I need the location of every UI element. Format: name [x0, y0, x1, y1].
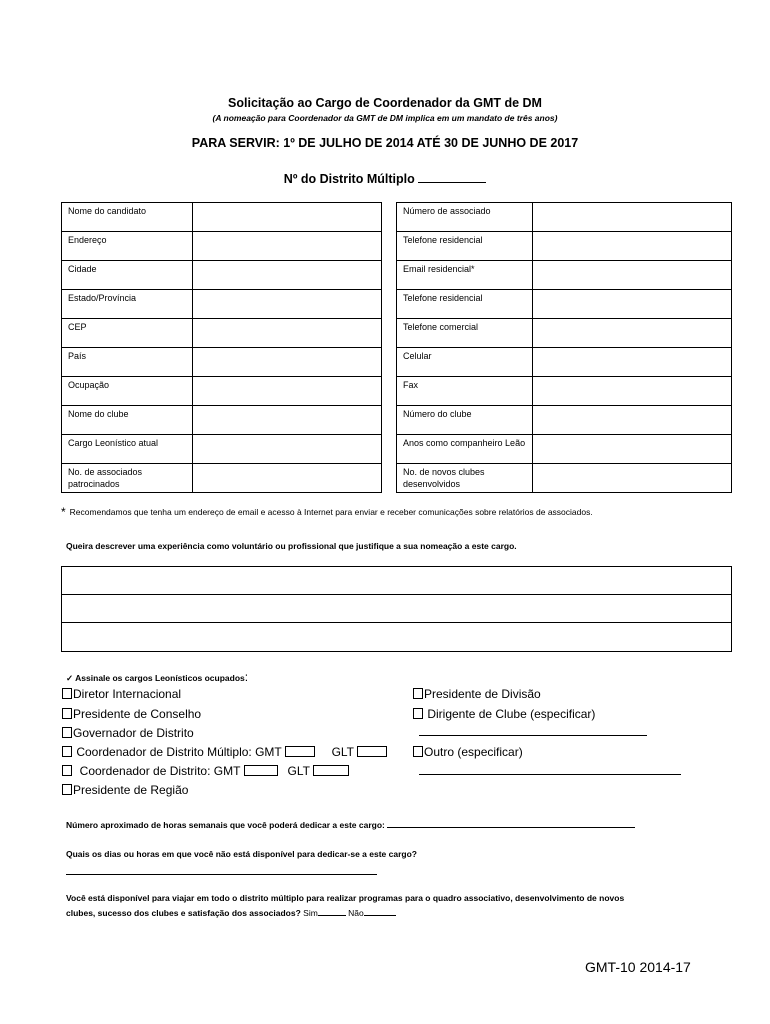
candidate-field-label: No. de associados patrocinados	[62, 464, 193, 493]
contact-field-value-cell[interactable]	[533, 348, 732, 377]
contact-field-value-cell[interactable]	[533, 232, 732, 261]
candidate-field-row	[62, 435, 382, 464]
experience-line-3[interactable]	[62, 623, 731, 651]
office-other: Outro (especificar)	[413, 745, 523, 759]
md-gmt-box[interactable]	[285, 746, 315, 757]
contact-field-label: Telefone comercial	[397, 319, 533, 348]
contact-field-value-cell[interactable]	[533, 261, 732, 290]
candidate-field-value-cell[interactable]	[193, 319, 382, 348]
contact-field-row	[397, 348, 732, 377]
contact-field-label: Telefone residencial	[397, 290, 533, 319]
contact-field-row	[397, 435, 732, 464]
contact-field-label: Email residencial*	[397, 261, 533, 290]
candidate-field-label: País	[62, 348, 193, 377]
travel-no-field[interactable]	[364, 907, 396, 916]
contact-field-label: Fax	[397, 377, 533, 406]
candidate-field-row	[62, 319, 382, 348]
form-code: GMT-10 2014-17	[585, 959, 691, 975]
contact-field-label: Telefone residencial	[397, 232, 533, 261]
other-specify-line[interactable]	[419, 774, 681, 775]
unavailable-field[interactable]	[66, 874, 377, 875]
contact-field-row	[397, 406, 732, 435]
travel-yes-field[interactable]	[318, 907, 346, 916]
experience-line-1[interactable]	[62, 567, 731, 595]
candidate-field-label: Cidade	[62, 261, 193, 290]
d-gmt-box[interactable]	[244, 765, 278, 776]
contact-field-label: Celular	[397, 348, 533, 377]
candidate-field-label: Nome do candidato	[62, 203, 193, 232]
candidate-field-label: Ocupação	[62, 377, 193, 406]
contact-field-row	[397, 377, 732, 406]
candidate-field-row	[62, 203, 382, 232]
candidate-field-value-cell[interactable]	[193, 435, 382, 464]
candidate-field-row	[62, 377, 382, 406]
candidate-info-table	[61, 202, 382, 493]
candidate-field-row	[62, 464, 382, 493]
office-club-officer: Dirigente de Clube (especificar)	[413, 707, 595, 721]
contact-field-value-cell[interactable]	[533, 406, 732, 435]
contact-field-row	[397, 290, 732, 319]
contact-field-label: No. de novos clubes desenvolvidos	[397, 464, 533, 493]
offices-title-colon: :	[244, 670, 249, 684]
experience-line-2[interactable]	[62, 595, 731, 623]
travel-question-cont: clubes, sucesso dos clubes e satisfação dos associados? Sim Não	[66, 907, 396, 918]
contact-field-value-cell[interactable]	[533, 203, 732, 232]
travel-question: Você está disponível para viajar em todo o distrito múltiplo para realizar programas para o quadro associativo, desenvolvimento de novos	[66, 893, 625, 903]
district-number-field[interactable]	[418, 171, 486, 183]
candidate-field-row	[62, 348, 382, 377]
footnote-asterisk: *	[61, 505, 66, 519]
candidate-field-label: Estado/Província	[62, 290, 193, 319]
contact-field-row	[397, 464, 732, 493]
describe-prompt: Queira descrever uma experiência como voluntário ou profissional que justifique a sua nomeação a este cargo.	[66, 541, 517, 551]
candidate-field-value-cell[interactable]	[193, 406, 382, 435]
governor-checkbox[interactable]	[62, 727, 72, 738]
md-glt-box[interactable]	[357, 746, 387, 757]
contact-field-label: Anos como companheiro Leão	[397, 435, 533, 464]
other-checkbox[interactable]	[413, 746, 423, 757]
office-council-chair: Presidente de Conselho	[62, 707, 201, 721]
candidate-field-label: CEP	[62, 319, 193, 348]
contact-info-table	[396, 202, 732, 493]
candidate-field-label: Nome do clube	[62, 406, 193, 435]
club-officer-checkbox[interactable]	[413, 708, 423, 719]
candidate-field-value-cell[interactable]	[193, 261, 382, 290]
candidate-field-row	[62, 232, 382, 261]
district-label: Nº do Distrito Múltiplo	[283, 172, 419, 186]
contact-field-value-cell[interactable]	[533, 290, 732, 319]
contact-field-row	[397, 319, 732, 348]
candidate-field-value-cell[interactable]	[193, 203, 382, 232]
experience-text-area[interactable]	[61, 566, 732, 652]
office-md-coordinator: Coordenador de Distrito Múltiplo: GMT GLT	[62, 745, 387, 759]
email-footnote	[61, 505, 741, 519]
contact-field-value-cell[interactable]	[533, 435, 732, 464]
candidate-field-value-cell[interactable]	[193, 464, 382, 493]
region-chair-checkbox[interactable]	[62, 784, 72, 795]
council-chair-checkbox[interactable]	[62, 708, 72, 719]
md-coordinator-checkbox[interactable]	[62, 746, 72, 757]
candidate-field-row	[62, 290, 382, 319]
office-governor: Governador de Distrito	[62, 726, 194, 740]
contact-field-value-cell[interactable]	[533, 319, 732, 348]
candidate-field-value-cell[interactable]	[193, 377, 382, 406]
contact-field-row	[397, 203, 732, 232]
contact-field-value-cell[interactable]	[533, 464, 732, 493]
candidate-field-label: Cargo Leonístico atual	[62, 435, 193, 464]
hours-question: Número aproximado de horas semanais que você poderá dedicar a este cargo:	[66, 819, 635, 830]
footnote-text: Recomendamos que tenha um endereço de email e acesso à Internet para enviar e receber comunicações sobre relatórios de associados.	[69, 507, 593, 517]
zone-chair-checkbox[interactable]	[413, 688, 423, 699]
unavailable-question: Quais os dias ou horas em que você não está disponível para dedicar-se a este cargo?	[66, 849, 417, 859]
director-checkbox[interactable]	[62, 688, 72, 699]
candidate-field-label: Endereço	[62, 232, 193, 261]
district-number	[0, 171, 770, 186]
d-coordinator-checkbox[interactable]	[62, 765, 72, 776]
candidate-field-row	[62, 406, 382, 435]
contact-field-label: Número do clube	[397, 406, 533, 435]
contact-field-row	[397, 261, 732, 290]
contact-field-row	[397, 232, 732, 261]
hours-field[interactable]	[387, 819, 635, 828]
offices-title-text: ✓ Assinale os cargos Leonísticos ocupados	[66, 673, 245, 683]
contact-field-value-cell[interactable]	[533, 377, 732, 406]
office-region-chair: Presidente de Região	[62, 783, 188, 797]
candidate-field-value-cell[interactable]	[193, 232, 382, 261]
term-dates: PARA SERVIR: 1º DE JULHO DE 2014 ATÉ 30 DE JUNHO DE 2017	[191, 136, 579, 150]
contact-field-label: Número de associado	[397, 203, 533, 232]
candidate-field-value-cell[interactable]	[193, 290, 382, 319]
form-subtitle: (A nomeação para Coordenador da GMT de DM implica em um mandato de três anos)	[212, 113, 558, 123]
office-director: Diretor Internacional	[62, 687, 181, 701]
form-title: Solicitação ao Cargo de Coordenador da GMT de DM	[228, 96, 542, 110]
club-officer-specify-line[interactable]	[419, 735, 647, 736]
office-zone-chair: Presidente de Divisão	[413, 687, 541, 701]
d-glt-box[interactable]	[313, 765, 349, 776]
offices-title	[66, 670, 248, 684]
office-d-coordinator: Coordenador de Distrito: GMT GLT	[62, 764, 349, 778]
candidate-field-row	[62, 261, 382, 290]
candidate-field-value-cell[interactable]	[193, 348, 382, 377]
